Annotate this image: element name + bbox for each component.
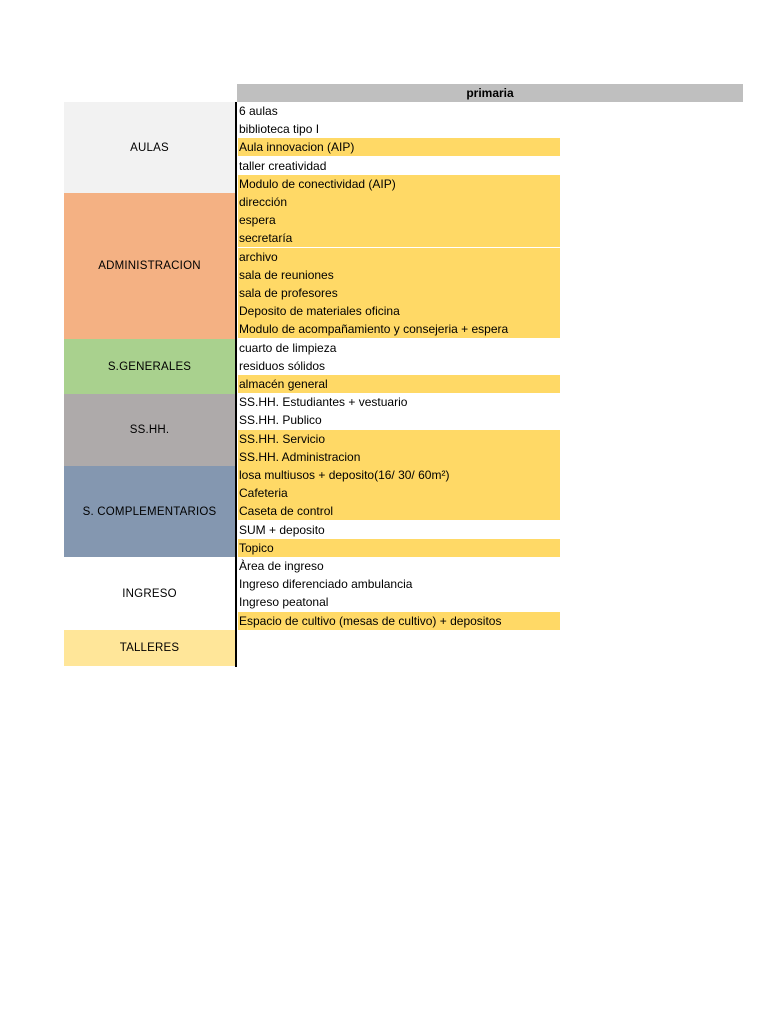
- program-row: secretaría: [238, 229, 560, 247]
- program-row: Ingreso peatonal: [239, 595, 329, 609]
- program-row: dirección: [238, 193, 560, 211]
- program-row: Aula innovacion (AIP): [238, 138, 560, 156]
- program-row: SS.HH. Publico: [239, 413, 322, 427]
- program-row: SUM + deposito: [239, 523, 325, 537]
- program-row: Topico: [238, 539, 560, 557]
- program-row: Deposito de materiales oficina: [238, 302, 560, 320]
- program-row: sala de profesores: [238, 284, 560, 302]
- program-row: Modulo de conectividad (AIP): [238, 175, 560, 193]
- program-row: archivo: [238, 248, 560, 266]
- program-row: Cafeteria: [238, 484, 560, 502]
- program-row: Àrea de ingreso: [239, 559, 324, 573]
- program-row: SS.HH. Servicio: [238, 430, 560, 448]
- category-administracion: ADMINISTRACION: [64, 193, 235, 339]
- program-row: SS.HH. Administracion: [238, 448, 560, 466]
- category-ingreso: INGRESO: [64, 557, 235, 630]
- program-row: Modulo de acompañamiento y consejeria + espera: [238, 320, 560, 338]
- program-row: almacén general: [238, 375, 560, 393]
- program-row: Ingreso diferenciado ambulancia: [239, 577, 413, 591]
- program-row: 6 aulas: [239, 104, 278, 118]
- program-row: Espacio de cultivo (mesas de cultivo) + depositos: [238, 612, 560, 630]
- program-row: espera: [238, 211, 560, 229]
- category-aulas: AULAS: [64, 102, 235, 193]
- category-s-generales: S.GENERALES: [64, 339, 235, 394]
- program-row: taller creatividad: [239, 159, 327, 173]
- program-row: SS.HH. Estudiantes + vestuario: [239, 395, 408, 409]
- program-row: losa multiusos + deposito(16/ 30/ 60m²): [238, 466, 560, 484]
- vertical-divider-line: [235, 102, 237, 667]
- program-row: biblioteca tipo I: [239, 122, 320, 136]
- category-talleres: TALLERES: [64, 630, 235, 666]
- category-sshh: SS.HH.: [64, 394, 235, 466]
- program-row: Caseta de control: [238, 502, 560, 520]
- program-row: sala de reuniones: [238, 266, 560, 284]
- header-primaria: primaria: [237, 84, 743, 102]
- program-row: residuos sólidos: [239, 359, 326, 373]
- category-s-complementarios: S. COMPLEMENTARIOS: [64, 466, 235, 557]
- program-row: cuarto de limpieza: [239, 341, 337, 355]
